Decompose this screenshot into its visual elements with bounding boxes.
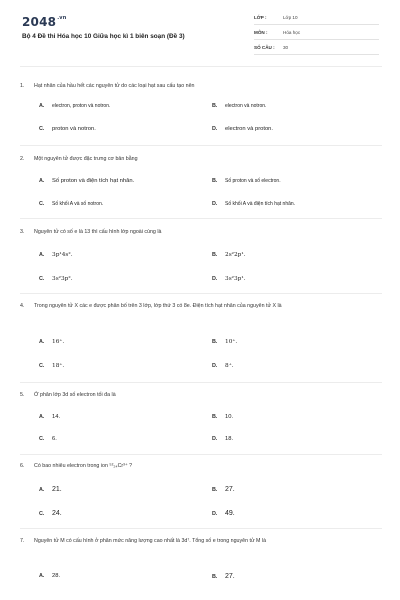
option-text: Số proton và số electron. bbox=[225, 178, 281, 184]
option-text: 24. bbox=[52, 510, 62, 517]
option-text: 14. bbox=[52, 414, 61, 420]
question-number: 1. bbox=[20, 83, 25, 89]
question-number: 3. bbox=[20, 229, 25, 235]
option-b[interactable] bbox=[212, 178, 281, 184]
meta-class-value: Lớp 10 bbox=[283, 15, 298, 20]
option-text: 28. bbox=[52, 573, 61, 579]
question-number: 2. bbox=[20, 156, 25, 162]
option-letter: D. bbox=[212, 276, 218, 282]
option-letter: D. bbox=[212, 201, 218, 207]
option-letter: B. bbox=[212, 414, 218, 420]
option-b[interactable] bbox=[212, 486, 235, 493]
option-text: Số khối A và điện tích hạt nhân. bbox=[225, 201, 296, 207]
option-text: 16⁺. bbox=[52, 339, 65, 345]
option-text: 49. bbox=[225, 510, 235, 517]
meta-count-value: 30 bbox=[283, 45, 289, 50]
question-number: 6. bbox=[20, 463, 25, 469]
option-letter: D. bbox=[212, 363, 218, 369]
option-d[interactable] bbox=[212, 201, 295, 207]
question-5 bbox=[20, 389, 382, 453]
option-letter: D. bbox=[212, 436, 218, 442]
option-letter: A. bbox=[39, 178, 45, 184]
option-d[interactable] bbox=[212, 363, 234, 369]
option-letter: D. bbox=[212, 126, 218, 132]
option-b[interactable] bbox=[212, 573, 235, 580]
meta-class bbox=[254, 12, 379, 25]
meta-count bbox=[254, 42, 379, 55]
divider bbox=[20, 66, 382, 67]
option-letter: C. bbox=[39, 276, 45, 282]
option-text: electron và proton. bbox=[225, 126, 274, 132]
option-a[interactable] bbox=[39, 339, 64, 345]
option-c[interactable] bbox=[39, 201, 103, 207]
question-text: Trong nguyên tử X các e được phân bố trên 3 lớp, lớp thứ 3 có 8e. Điện tích hạt nhân của nguyên tử X là bbox=[34, 303, 282, 309]
meta-class-key: LỚP : bbox=[254, 15, 267, 20]
option-letter: D. bbox=[212, 511, 218, 517]
option-text: electron, proton và notron. bbox=[52, 103, 111, 109]
option-letter: C. bbox=[39, 511, 45, 517]
option-c[interactable] bbox=[39, 363, 64, 369]
option-text: 21. bbox=[52, 486, 62, 493]
question-7 bbox=[20, 535, 382, 595]
document-title: Bộ 4 Đề thi Hóa học 10 Giữa học kì 1 biên soạn (Đề 3) bbox=[22, 33, 185, 40]
question-text: Nguyên tử có số e là 13 thì cấu hình lớp ngoài cùng là bbox=[34, 229, 162, 235]
option-c[interactable] bbox=[39, 510, 62, 517]
option-letter: C. bbox=[39, 201, 45, 207]
option-text: 18⁺. bbox=[52, 363, 65, 369]
option-letter: B. bbox=[212, 178, 218, 184]
option-d[interactable] bbox=[212, 510, 235, 517]
option-text: 27. bbox=[225, 573, 235, 580]
logo-text: 2048 bbox=[22, 15, 57, 29]
option-a[interactable] bbox=[39, 414, 60, 420]
question-number: 7. bbox=[20, 538, 25, 544]
option-a[interactable] bbox=[39, 103, 110, 109]
option-a[interactable] bbox=[39, 486, 62, 493]
divider bbox=[20, 293, 382, 294]
option-c[interactable] bbox=[39, 276, 73, 282]
divider bbox=[20, 218, 382, 219]
option-text: Số khối A và số notron. bbox=[52, 201, 104, 207]
option-text: 6. bbox=[52, 436, 57, 442]
option-text: electron và notron. bbox=[225, 103, 267, 109]
question-text: Có bao nhiêu electron trong ion ⁵²₂₄Cr³⁺ ? bbox=[34, 463, 133, 469]
option-text: 10⁺. bbox=[225, 339, 238, 345]
divider bbox=[20, 145, 382, 146]
option-letter: B. bbox=[212, 252, 218, 258]
option-a[interactable] bbox=[39, 573, 60, 579]
option-letter: A. bbox=[39, 487, 45, 493]
question-number: 4. bbox=[20, 303, 25, 309]
option-letter: C. bbox=[39, 363, 45, 369]
option-d[interactable] bbox=[212, 436, 233, 442]
option-letter: B. bbox=[212, 574, 218, 580]
option-c[interactable] bbox=[39, 436, 57, 442]
question-1 bbox=[20, 80, 382, 150]
option-a[interactable] bbox=[39, 178, 134, 184]
question-text: Ở phân lớp 3d số electron tối đa là bbox=[34, 392, 116, 398]
option-c[interactable] bbox=[39, 126, 96, 132]
header bbox=[0, 0, 400, 62]
option-letter: C. bbox=[39, 436, 45, 442]
option-letter: A. bbox=[39, 414, 45, 420]
option-text: 3s²3p¹. bbox=[225, 276, 246, 282]
question-number: 5. bbox=[20, 392, 25, 398]
question-3 bbox=[20, 226, 382, 294]
option-text: 8⁺. bbox=[225, 363, 234, 369]
site-logo[interactable] bbox=[22, 15, 67, 29]
question-6 bbox=[20, 460, 382, 526]
option-text: proton và notron. bbox=[52, 126, 96, 132]
option-text: 3p¹4s². bbox=[52, 252, 73, 258]
option-text: 3s²3p². bbox=[52, 276, 73, 282]
option-text: 18. bbox=[225, 436, 234, 442]
logo-domain: .vn bbox=[57, 15, 67, 21]
meta-subject bbox=[254, 27, 379, 40]
option-letter: B. bbox=[212, 339, 218, 345]
question-2 bbox=[20, 153, 382, 219]
option-text: 27. bbox=[225, 486, 235, 493]
question-text: Một nguyên tử được đặc trưng cơ bản bằng bbox=[34, 156, 138, 162]
divider bbox=[20, 528, 382, 529]
divider bbox=[20, 454, 382, 455]
option-letter: A. bbox=[39, 252, 45, 258]
option-d[interactable] bbox=[212, 126, 273, 132]
option-b[interactable] bbox=[212, 103, 266, 109]
question-text: Hạt nhân của hầu hết các nguyên tử do các loại hạt sau cấu tạo nên bbox=[34, 83, 195, 89]
option-letter: B. bbox=[212, 103, 218, 109]
option-letter: A. bbox=[39, 339, 45, 345]
option-b[interactable] bbox=[212, 414, 233, 420]
meta-subject-key: MÔN : bbox=[254, 30, 268, 35]
question-text: Nguyên tử M có cấu hình ở phân mức năng lượng cao nhất là 3d⁷. Tổng số e trong nguyên tử M là bbox=[34, 538, 267, 544]
question-4 bbox=[20, 300, 382, 382]
option-b[interactable] bbox=[212, 339, 237, 345]
option-a[interactable] bbox=[39, 252, 73, 258]
meta-count-key: SỐ CÂU : bbox=[254, 45, 275, 50]
option-letter: C. bbox=[39, 126, 45, 132]
meta-subject-value: Hóa học bbox=[283, 30, 301, 35]
option-letter: A. bbox=[39, 573, 45, 579]
divider bbox=[20, 382, 382, 383]
option-text: 2s²2p¹. bbox=[225, 252, 246, 258]
option-text: 10. bbox=[225, 414, 234, 420]
option-letter: B. bbox=[212, 487, 218, 493]
option-letter: A. bbox=[39, 103, 45, 109]
option-d[interactable] bbox=[212, 276, 246, 282]
option-text: Số proton và điện tích hạt nhân. bbox=[52, 178, 135, 184]
option-b[interactable] bbox=[212, 252, 246, 258]
